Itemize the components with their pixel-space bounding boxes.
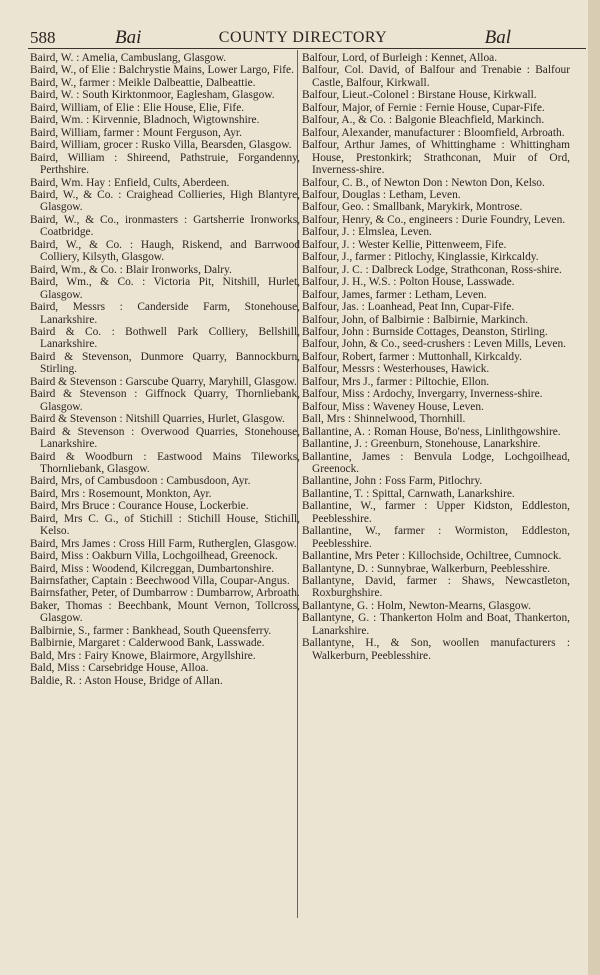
directory-entry: Ballantine, A. : Roman House, Bo'ness, Linlithgowshire. — [302, 425, 561, 438]
directory-entry: Baird & Stevenson : Nitshill Quarries, Hurlet, Glasgow. — [30, 413, 285, 426]
directory-entry: Balfour, Lieut.-Colonel : Birstane House, Kirkwall. — [302, 89, 537, 102]
directory-entry: Balfour, J. C. : Dalbreck Lodge, Strathconan, Ross-shire. — [302, 263, 562, 276]
directory-entry: Bairnsfather, Captain : Beechwood Villa, Coupar-Angus. — [30, 575, 290, 588]
directory-entry: Baird, William : Shireend, Pathstruie, Forgandenny, Perthshire. — [30, 151, 300, 177]
directory-entry: Baird, W., & Co. : Haugh, Riskend, and Barrwood Colliery, Kilsyth, Glasgow. — [30, 238, 300, 264]
page-number: 588 — [30, 28, 56, 47]
directory-entry: Baird & Stevenson, Dunmore Quarry, Bannockburn, Stirling. — [30, 350, 300, 376]
directory-entry: Baird, William, of Elie : Elie House, Elie, Fife. — [30, 101, 245, 114]
directory-entry: Baird & Stevenson : Overwood Quarries, Stonehouse, Lanarkshire. — [30, 425, 300, 451]
directory-entry: Ballantine, J. : Greenburn, Stonehouse, Lanarkshire. — [302, 438, 541, 451]
page-title: COUNTY DIRECTORY — [218, 29, 388, 46]
directory-entry: Balfour, Arthur James, of Whittinghame : Whittingham House, Prestonkirk; Strathconan, Muir of Ord, Inverness-shire. — [302, 139, 570, 177]
directory-entry: Balfour, Lord, of Burleigh : Kennet, Alloa. — [302, 52, 498, 64]
directory-entry: Baird, Mrs James : Cross Hill Farm, Rutherglen, Glasgow. — [30, 537, 297, 550]
directory-entry: Baird, Mrs Bruce : Courance House, Lockerbie. — [30, 500, 249, 513]
directory-entry: Balbirnie, S., farmer : Bankhead, South Queensferry. — [30, 624, 272, 637]
directory-entry: Balfour, Major, of Fernie : Fernie House, Cupar-Fife. — [302, 101, 545, 114]
directory-entry: Ballantine, James : Benvula Lodge, Lochgoilhead, Greenock. — [302, 450, 570, 475]
left-column — [30, 52, 300, 687]
directory-entry: Ballantine, John : Foss Farm, Pitlochry. — [302, 475, 483, 488]
directory-entry: Bairnsfather, Peter, of Dumbarrow : Dumbarrow, Arbroath. — [30, 587, 300, 600]
directory-entry: Baird, Messrs : Canderside Farm, Stonehouse, Lanarkshire. — [30, 301, 300, 326]
directory-entry: Baird, Wm., & Co. : Victoria Pit, Nitshill, Hurlet, Glasgow. — [30, 276, 300, 301]
directory-entry: Balfour, Miss : Waveney House, Leven. — [302, 400, 484, 413]
directory-entry: Baker, Thomas : Beechbank, Mount Vernon, Tollcross, Glasgow. — [30, 599, 300, 625]
directory-entry: Balfour, Messrs : Westerhouses, Hawick. — [302, 363, 490, 376]
directory-entry: Baird, W., of Elie : Balchrystie Mains, Lower Largo, Fife. — [30, 64, 294, 77]
directory-entry: Balbirnie, Margaret : Calderwood Bank, Lasswade. — [30, 637, 265, 650]
directory-entry: Balfour, John : Burnside Cottages, Deanston, Stirling. — [302, 325, 548, 338]
directory-entry: Balfour, Miss : Ardochy, Invergarry, Inverness-shire. — [302, 388, 543, 401]
directory-entry: Balfour, Geo. : Smallbank, Marykirk, Montrose. — [302, 201, 523, 214]
directory-entry: Balfour, J. : Elmslea, Leven. — [302, 226, 432, 239]
page-header — [22, 28, 584, 50]
directory-entry: Baird, W. : South Kirktonmoor, Eaglesham, Glasgow. — [30, 89, 275, 102]
directory-entry: Bald, Miss : Carsebridge House, Alloa. — [30, 662, 209, 675]
directory-entry: Balfour, Alexander, manufacturer : Bloomfield, Arbroath. — [302, 126, 565, 139]
directory-entry: Balfour, John, of Balbirnie : Balbirnie, Markinch. — [302, 313, 529, 326]
directory-entry: Baird, Mrs C. G., of Stichill : Stichill House, Stichill, Kelso. — [30, 512, 300, 538]
directory-entry: Balfour, James, farmer : Letham, Leven. — [302, 288, 487, 301]
directory-entry: Baird, William, farmer : Mount Ferguson, Ayr. — [30, 126, 242, 139]
directory-entry: Balfour, Mrs J., farmer : Piltochie, Ellon. — [302, 375, 490, 388]
directory-entry: Baird, W., & Co., ironmasters : Gartsherrie Ironworks, Coatbridge. — [30, 213, 300, 239]
directory-entry: Baldie, R. : Aston House, Bridge of Allan. — [30, 674, 223, 687]
running-head-left: Bai — [115, 27, 142, 48]
directory-entry: Balfour, Robert, farmer : Muttonhall, Kirkcaldy. — [302, 350, 522, 363]
running-head-right: Bal — [484, 27, 511, 48]
directory-entry: Ballantyne, David, farmer : Shaws, Newcastleton, Roxburghshire. — [302, 575, 570, 600]
directory-entry: Baird, Mrs, of Cambusdoon : Cambusdoon, Ayr. — [30, 475, 251, 488]
page-edge — [588, 0, 600, 975]
directory-entry: Baird & Stevenson : Garscube Quarry, Maryhill, Glasgow. — [30, 375, 297, 388]
directory-entry: Balfour, Jas. : Loanhead, Peat Inn, Cupar-Fife. — [302, 301, 515, 314]
directory-entry: Balfour, John, & Co., seed-crushers : Leven Mills, Leven. — [302, 338, 567, 351]
directory-entry: Balfour, A., & Co. : Balgonie Bleachfield, Markinch. — [302, 114, 545, 127]
directory-entry: Balfour, C. B., of Newton Don : Newton Don, Kelso. — [302, 176, 545, 189]
directory-entry: Balfour, Douglas : Letham, Leven. — [302, 188, 461, 201]
directory-entry: Ball, Mrs : Shinnelwood, Thornhill. — [302, 413, 466, 426]
directory-entry: Ballantyne, H., & Son, woollen manufacturers : Walkerburn, Peeblesshire. — [302, 637, 570, 662]
directory-entry: Baird & Co. : Bothwell Park Colliery, Bellshill, Lanarkshire. — [30, 325, 300, 351]
directory-entry: Baird, William, grocer : Rusko Villa, Bearsden, Glasgow. — [30, 139, 292, 152]
right-column — [302, 52, 570, 662]
directory-entry: Baird, Wm. Hay : Enfield, Cults, Aberdeen. — [30, 176, 230, 189]
directory-entry: Ballantine, T. : Spittal, Carnwath, Lanarkshire. — [302, 487, 515, 500]
directory-entry: Ballantyne, G. : Thankerton Holm and Boat, Thankerton, Lanarkshire. — [302, 612, 570, 637]
directory-entry: Baird & Woodburn : Eastwood Mains Tileworks, Thornliebank, Glasgow. — [30, 450, 300, 475]
directory-entry: Baird & Stevenson : Giffnock Quarry, Thornliebank, Glasgow. — [30, 388, 300, 413]
directory-entry: Baird, Miss : Woodend, Kilcreggan, Dumbartonshire. — [30, 562, 275, 575]
directory-entry: Baird, W., farmer : Meikle Dalbeattie, Dalbeattie. — [30, 76, 256, 89]
directory-entry: Ballantine, W., farmer : Upper Kidston, Eddleston, Peeblesshire. — [302, 500, 570, 525]
directory-entry: Balfour, Col. David, of Balfour and Trenabie : Balfour Castle, Balfour, Kirkwall. — [302, 64, 570, 89]
directory-entry: Ballantyne, G. : Holm, Newton-Mearns, Glasgow. — [302, 599, 531, 612]
directory-entry: Ballantyne, D. : Sunnybrae, Walkerburn, Peeblesshire. — [302, 562, 551, 575]
directory-entry: Balfour, Henry, & Co., engineers : Durie Foundry, Leven. — [302, 213, 566, 226]
directory-entry: Baird, W., & Co. : Craighead Collieries, High Blantyre, Glasgow. — [30, 188, 300, 214]
directory-entry: Baird, Mrs : Rosemount, Monkton, Ayr. — [30, 487, 212, 500]
directory-entry: Bald, Mrs : Fairy Knowe, Blairmore, Argyllshire. — [30, 649, 256, 662]
directory-entry: Baird, Miss : Oakburn Villa, Lochgoilhead, Greenock. — [30, 550, 278, 563]
directory-entry: Ballantine, W., farmer : Wormiston, Eddleston, Peeblesshire. — [302, 525, 570, 550]
directory-entry: Balfour, J. : Wester Kellie, Pittenweem, Fife. — [302, 238, 507, 251]
directory-entry: Balfour, J. H., W.S. : Polton House, Lasswade. — [302, 276, 515, 289]
directory-entry: Baird, Wm. : Kirvennie, Bladnoch, Wigtownshire. — [30, 114, 260, 127]
directory-entry: Baird, W. : Amelia, Cambuslang, Glasgow. — [30, 52, 227, 64]
directory-entry: Balfour, J., farmer : Pitlochy, Kinglassie, Kirkcaldy. — [302, 251, 539, 264]
directory-entry: Ballantine, Mrs Peter : Killochside, Ochiltree, Cumnock. — [302, 550, 562, 563]
directory-entry: Baird, Wm., & Co. : Blair Ironworks, Dalry. — [30, 263, 232, 276]
header-rule — [28, 48, 586, 49]
